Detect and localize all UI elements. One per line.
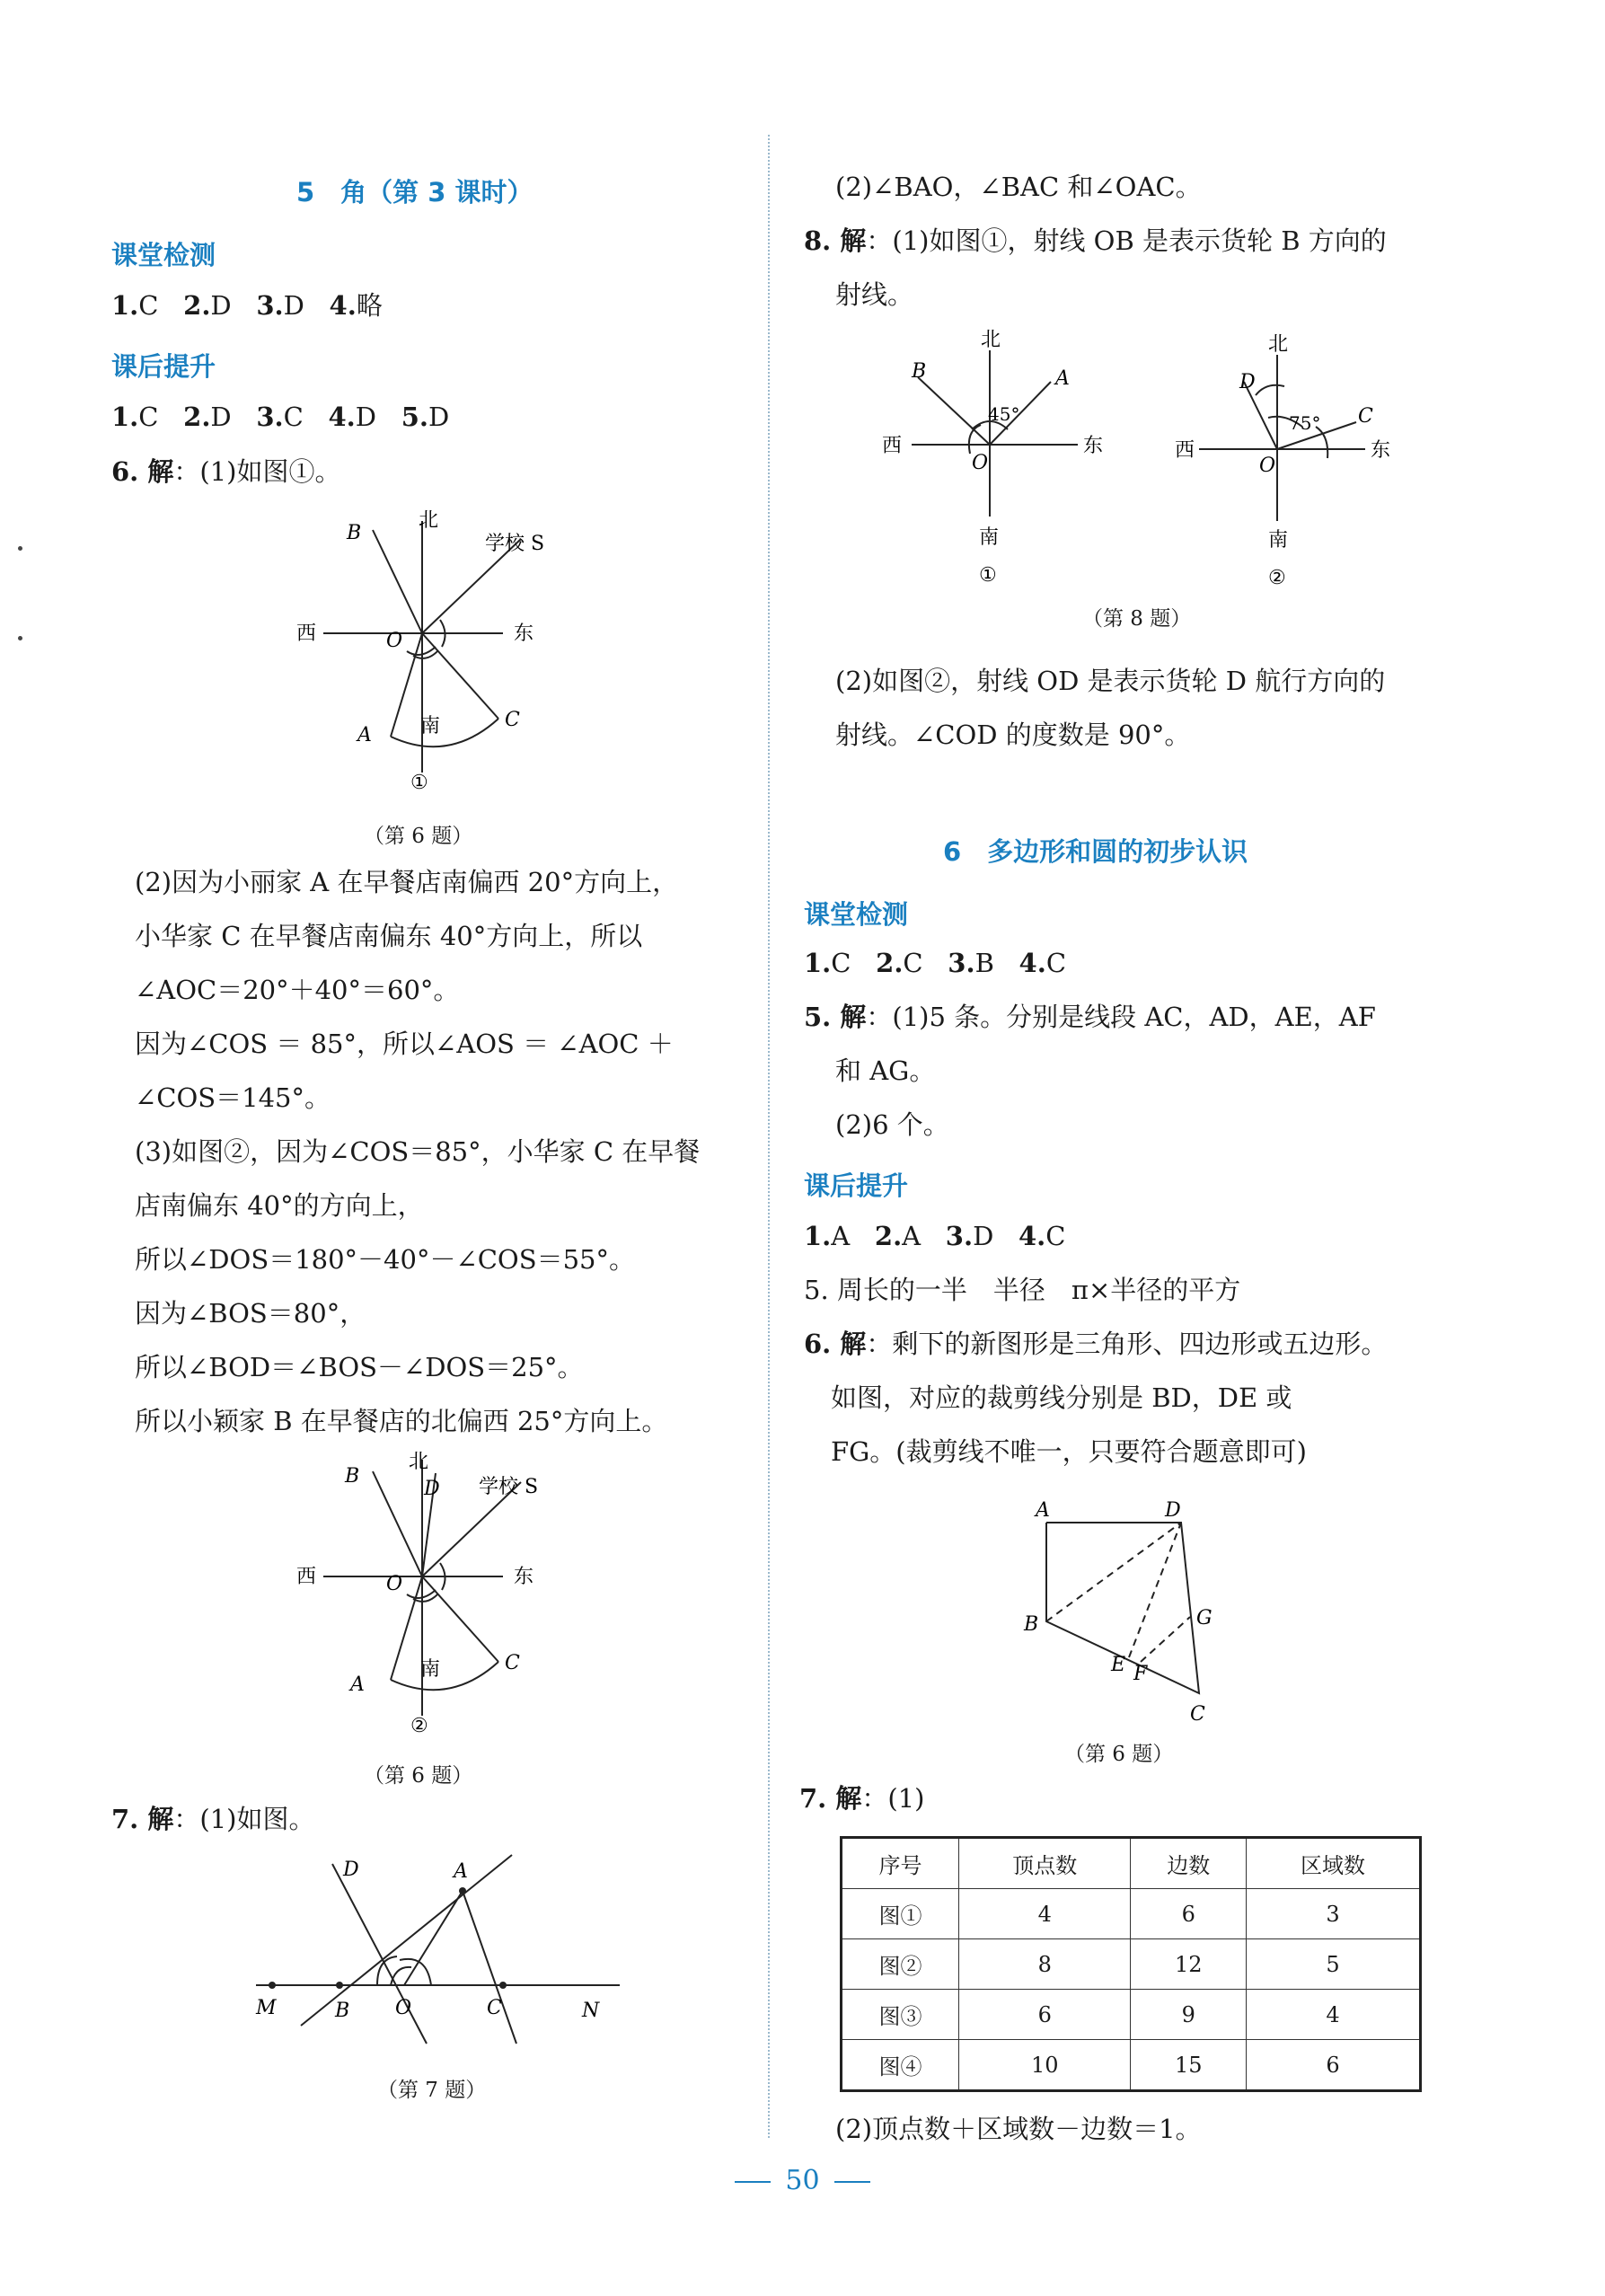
margin-dot [18, 546, 22, 551]
table-cell: 图② [842, 1939, 959, 1990]
fig8-label-south: 南 [979, 526, 1000, 549]
q6-line-8: 所以∠DOS＝180°－40°－∠COS＝55°。 [135, 1244, 635, 1275]
fig6b-label-C: C [505, 1652, 520, 1674]
q6-line-6: (3)如图②，因为∠COS＝85°，小华家 C 在早餐 [135, 1136, 701, 1167]
prev-answer-line: (2)∠BAO，∠BAC 和∠OAC。 [835, 172, 1202, 202]
fig8b-label-west: 西 [1175, 439, 1195, 462]
fig6b-label-south: 南 [420, 1658, 441, 1681]
fig6p-label-A: A [1036, 1499, 1050, 1522]
table-header: 序号 [842, 1838, 959, 1889]
fig8-label-west: 西 [882, 435, 903, 457]
fig8b-mark-2: ② [1268, 567, 1286, 589]
table-cell: 图③ [842, 1990, 959, 2040]
q6-line-9: 因为∠BOS＝80°， [135, 1298, 366, 1329]
classroom-check-heading-2: 课堂检测 [804, 899, 909, 930]
fig6-mark-1: ① [410, 772, 428, 794]
fig6b-label-A: A [350, 1673, 365, 1696]
figure-6-2 [278, 1446, 566, 1743]
q7b-intro: 7. 解：(1) [799, 1783, 925, 1814]
q6-line-5: ∠COS＝145°。 [135, 1082, 331, 1113]
figure-7 [243, 1850, 629, 2048]
after-class-heading: 课后提升 [111, 351, 216, 382]
table-row [842, 2040, 1421, 2091]
fig6-label-south: 南 [420, 715, 441, 737]
q8-line-2: 射线。 [835, 279, 914, 310]
count-table [840, 1836, 1422, 2092]
fig6p-label-G: G [1196, 1607, 1213, 1629]
fig6b-label-north: 北 [409, 1451, 429, 1473]
q5-line-1: 5. 解：(1)5 条。分别是线段 AC，AD，AE，AF [804, 1002, 1376, 1032]
after-class-answers: 1.C 2.D 3.C 4.D 5.D [111, 402, 450, 432]
figure-8-1 [871, 323, 1123, 593]
fig6-label-B: B [347, 522, 362, 544]
classroom-check-heading: 课堂检测 [111, 240, 216, 270]
q6-line-10: 所以∠BOD＝∠BOS－∠DOS＝25°。 [135, 1352, 584, 1382]
fig6b-label-D: D [424, 1478, 440, 1500]
fig6b-mark-2: ② [410, 1715, 428, 1737]
table-cell: 4 [1246, 1990, 1420, 2040]
fig7-label-A: A [454, 1860, 468, 1883]
margin-dot [18, 636, 22, 640]
table-cell: 8 [959, 1939, 1131, 1990]
fig6p-label-D: D [1165, 1499, 1181, 1522]
q6b-line-3: FG。(裁剪线不唯一，只要符合题意即可) [831, 1436, 1307, 1467]
q6-line-2: 小华家 C 在早餐店南偏东 40°方向上，所以 [135, 921, 643, 951]
fig6b-label-east: 东 [514, 1566, 534, 1588]
table-cell: 15 [1131, 2040, 1246, 2091]
table-header: 区域数 [1246, 1838, 1420, 1889]
fig6b-label-school: 学校 S [479, 1476, 539, 1498]
fig6-label-A: A [357, 724, 372, 746]
figure-6-polygon-caption: （第 6 题） [1064, 1743, 1174, 1766]
fig8-mark-1: ① [979, 564, 997, 587]
section-title-angle: 5 角（第 3 课时） [296, 177, 534, 208]
fig8-label-B: B [912, 360, 927, 383]
fig8b-label-north: 北 [1268, 333, 1289, 356]
figure-6-polygon [1010, 1491, 1244, 1734]
table-cell: 6 [1246, 2040, 1420, 2091]
page-number: 50 [0, 2165, 1605, 2196]
classroom-answers: 1.C 2.D 3.D 4.略 [111, 290, 383, 321]
q7-intro: 7. 解：(1)如图。 [111, 1804, 315, 1834]
fig6b-label-O: O [386, 1573, 403, 1595]
q5-line-3: (2)6 个。 [835, 1109, 949, 1140]
fig7-label-M: M [256, 1997, 277, 2019]
fig8b-label-east: 东 [1371, 439, 1391, 462]
figure-6-caption-2: （第 6 题） [364, 1764, 473, 1788]
fig6-label-school: 学校 S [485, 533, 545, 555]
table-cell: 图④ [842, 2040, 959, 2091]
q8-after-2: 射线。∠COD 的度数是 90°。 [835, 720, 1191, 750]
table-cell: 4 [959, 1889, 1131, 1939]
figure-8-2 [1159, 323, 1410, 593]
fig7-label-C: C [487, 1997, 502, 2019]
table-row [842, 1889, 1421, 1939]
table-cell: 6 [959, 1990, 1131, 2040]
table-header-row [842, 1838, 1421, 1889]
q5b-line: 5. 周长的一半 半径 π×半径的平方 [804, 1275, 1241, 1305]
q6-line-3: ∠AOC＝20°＋40°＝60°。 [135, 975, 460, 1005]
q6-line-7: 店南偏东 40°的方向上， [135, 1190, 424, 1221]
table-cell: 3 [1246, 1889, 1420, 1939]
table-cell: 12 [1131, 1939, 1246, 1990]
table-cell: 6 [1131, 1889, 1246, 1939]
fig8b-label-D: D [1239, 371, 1256, 393]
q8-line-1: 8. 解：(1)如图①，射线 OB 是表示货轮 B 方向的 [804, 225, 1387, 256]
column-divider [768, 135, 770, 2138]
figure-7-caption: （第 7 题） [377, 2079, 487, 2102]
fig6b-label-B: B [345, 1465, 360, 1488]
q6-line-4: 因为∠COS ＝ 85°，所以∠AOS ＝ ∠AOC ＋ [135, 1029, 674, 1059]
classroom-answers-2: 1.C 2.C 3.B 4.C [804, 948, 1067, 978]
table-header: 边数 [1131, 1838, 1246, 1889]
fig8b-label-south: 南 [1268, 529, 1289, 552]
q6-line-11: 所以小颖家 B 在早餐店的北偏西 25°方向上。 [135, 1406, 668, 1436]
fig6-label-west: 西 [296, 623, 317, 645]
fig7-label-N: N [582, 2000, 600, 2022]
table-cell: 图① [842, 1889, 959, 1939]
fig7-label-D: D [343, 1859, 359, 1881]
table-cell: 5 [1246, 1939, 1420, 1990]
fig6-label-east: 东 [514, 623, 534, 645]
fig6p-label-E: E [1111, 1654, 1126, 1676]
fig6-label-O: O [386, 630, 403, 652]
figure-6-1 [278, 503, 566, 799]
fig8-label-A: A [1055, 367, 1070, 390]
after-class-heading-2: 课后提升 [804, 1170, 909, 1201]
fig8-label-east: 东 [1083, 435, 1104, 457]
fig8b-label-O: O [1259, 455, 1276, 477]
fig8b-label-angle75: 75° [1289, 412, 1321, 434]
q7b-after: (2)顶点数＋区域数－边数＝1。 [835, 2114, 1202, 2144]
fig8-label-angle45: 45° [988, 403, 1020, 425]
fig8-label-north: 北 [981, 329, 1001, 351]
fig6p-label-B: B [1024, 1613, 1039, 1636]
figure-8-caption: （第 8 题） [1082, 607, 1192, 631]
fig6-label-north: 北 [419, 509, 439, 532]
table-header: 顶点数 [959, 1838, 1131, 1889]
fig6p-label-F: F [1133, 1663, 1148, 1685]
figure-6-caption-1: （第 6 题） [364, 825, 473, 848]
table-row [842, 1990, 1421, 2040]
fig8b-label-C: C [1358, 405, 1373, 428]
section-title-polygon: 6 多边形和圆的初步认识 [943, 836, 1248, 867]
fig8-label-O: O [972, 452, 989, 474]
q5-line-2: 和 AG。 [835, 1055, 936, 1086]
q6-intro: 6. 解：(1)如图①。 [111, 456, 341, 487]
fig7-label-B: B [335, 2000, 350, 2022]
fig6p-label-C: C [1190, 1703, 1205, 1726]
fig6-label-C: C [505, 709, 520, 731]
table-cell: 9 [1131, 1990, 1246, 2040]
q6-line-1: (2)因为小丽家 A 在早餐店南偏西 20°方向上， [135, 867, 679, 897]
after-class-answers-2: 1.A 2.A 3.D 4.C [804, 1221, 1066, 1251]
fig6b-label-west: 西 [296, 1566, 317, 1588]
q6b-line-1: 6. 解：剩下的新图形是三角形、四边形或五边形。 [804, 1329, 1388, 1359]
q6b-line-2: 如图，对应的裁剪线分别是 BD，DE 或 [831, 1382, 1292, 1413]
q8-after-1: (2)如图②，射线 OD 是表示货轮 D 航行方向的 [835, 666, 1386, 696]
table-cell: 10 [959, 2040, 1131, 2091]
table-row [842, 1939, 1421, 1990]
fig7-label-O: O [395, 1997, 412, 2019]
